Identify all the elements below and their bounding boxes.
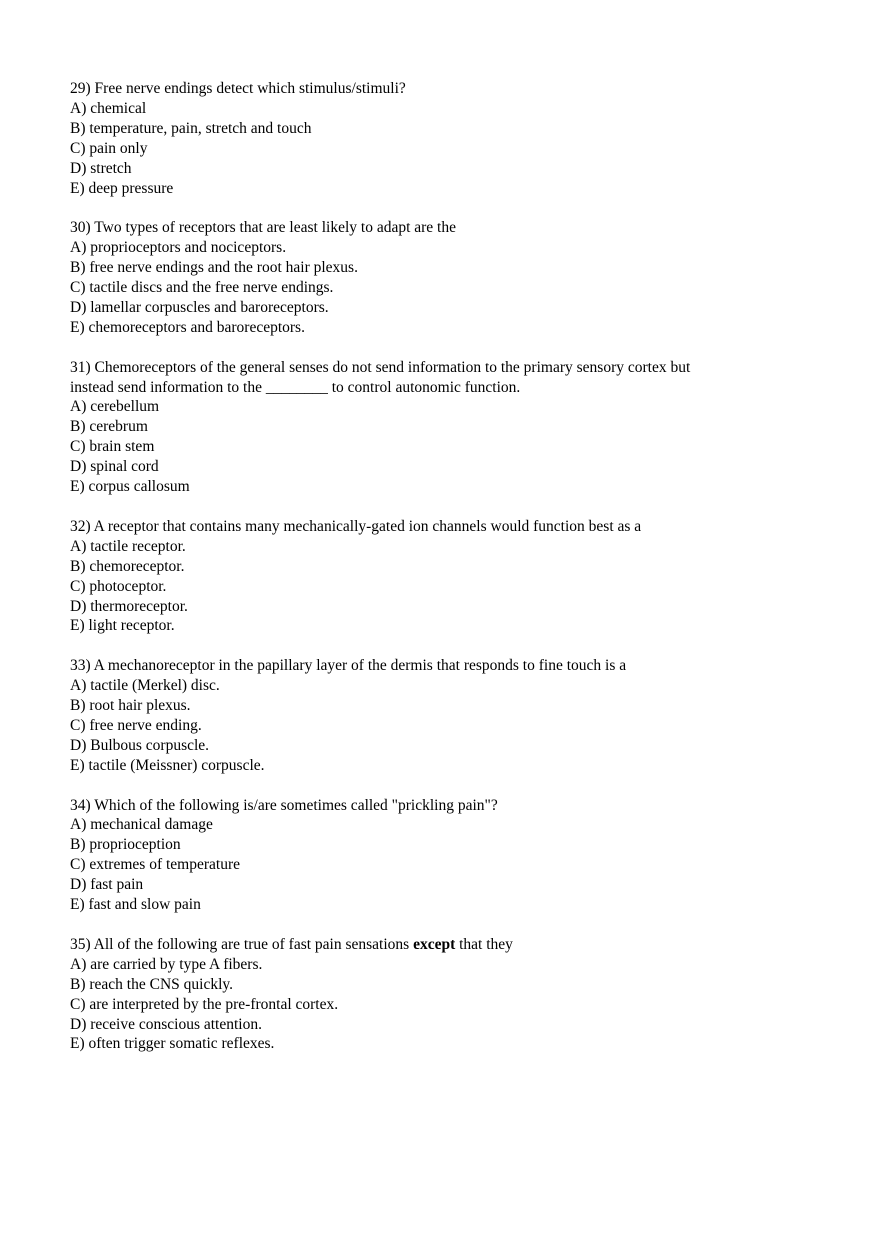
option-a: A) proprioceptors and nociceptors.	[70, 239, 287, 257]
question-29	[70, 79, 790, 198]
option-c: C) free nerve ending.	[70, 716, 202, 734]
option-c: C) are interpreted by the pre-frontal cortex.	[70, 995, 339, 1013]
question-stem-end: that they	[455, 935, 513, 953]
option-e: E) corpus callosum	[70, 478, 190, 496]
option-b: B) proprioception	[70, 836, 181, 854]
option-c: C) tactile discs and the free nerve endings.	[70, 279, 334, 297]
question-stem-line-1: 31) Chemoreceptors of the general senses do not send information to the primary sensory cortex but	[70, 358, 691, 376]
option-e: E) often trigger somatic reflexes.	[70, 1035, 275, 1053]
option-b: B) temperature, pain, stretch and touch	[70, 119, 312, 137]
option-d: D) fast pain	[70, 876, 144, 894]
question-stem: 30) Two types of receptors that are least likely to adapt are the	[70, 219, 456, 237]
option-d: D) receive conscious attention.	[70, 1015, 262, 1033]
question-stem: 32) A receptor that contains many mechanically-gated ion channels would function best as a	[70, 517, 642, 535]
question-35	[70, 935, 790, 1054]
question-stem	[70, 935, 790, 955]
option-e: E) deep pressure	[70, 179, 174, 197]
question-stem: 34) Which of the following is/are sometimes called "prickling pain"?	[70, 796, 498, 814]
option-a: A) are carried by type A fibers.	[70, 955, 263, 973]
question-stem-line-2: instead send information to the ________ to control autonomic function.	[70, 378, 521, 396]
option-c: C) extremes of temperature	[70, 856, 240, 874]
option-e: E) light receptor.	[70, 617, 175, 635]
option-b: B) free nerve endings and the root hair plexus.	[70, 259, 358, 277]
document-page	[70, 79, 790, 1074]
option-d: D) Bulbous corpuscle.	[70, 736, 210, 754]
question-stem-start: 35) All of the following are true of fast pain sensations	[70, 935, 414, 953]
option-a: A) cerebellum	[70, 398, 160, 416]
option-c: C) photoceptor.	[70, 577, 167, 595]
question-32	[70, 517, 790, 636]
option-d: D) lamellar corpuscles and baroreceptors.	[70, 298, 329, 316]
option-b: B) cerebrum	[70, 418, 148, 436]
question-stem-emphasis: except	[413, 935, 456, 953]
option-a: A) tactile receptor.	[70, 537, 186, 555]
option-d: D) thermoreceptor.	[70, 597, 188, 615]
option-e: E) chemoreceptors and baroreceptors.	[70, 318, 305, 336]
option-b: B) root hair plexus.	[70, 697, 191, 715]
question-34	[70, 796, 790, 915]
option-a: A) tactile (Merkel) disc.	[70, 677, 220, 695]
option-b: B) chemoreceptor.	[70, 557, 185, 575]
option-a: A) mechanical damage	[70, 816, 213, 834]
option-e: E) tactile (Meissner) corpuscle.	[70, 756, 265, 774]
option-c: C) pain only	[70, 139, 148, 157]
question-stem: 33) A mechanoreceptor in the papillary layer of the dermis that responds to fine touch is a	[70, 657, 627, 675]
option-c: C) brain stem	[70, 438, 155, 456]
option-d: D) stretch	[70, 159, 132, 177]
option-e: E) fast and slow pain	[70, 896, 201, 914]
question-stem: 29) Free nerve endings detect which stimulus/stimuli?	[70, 80, 406, 97]
option-a: A) chemical	[70, 99, 147, 117]
question-30	[70, 218, 790, 337]
option-d: D) spinal cord	[70, 458, 159, 476]
question-31	[70, 358, 790, 497]
option-b: B) reach the CNS quickly.	[70, 975, 233, 993]
question-33	[70, 656, 790, 775]
